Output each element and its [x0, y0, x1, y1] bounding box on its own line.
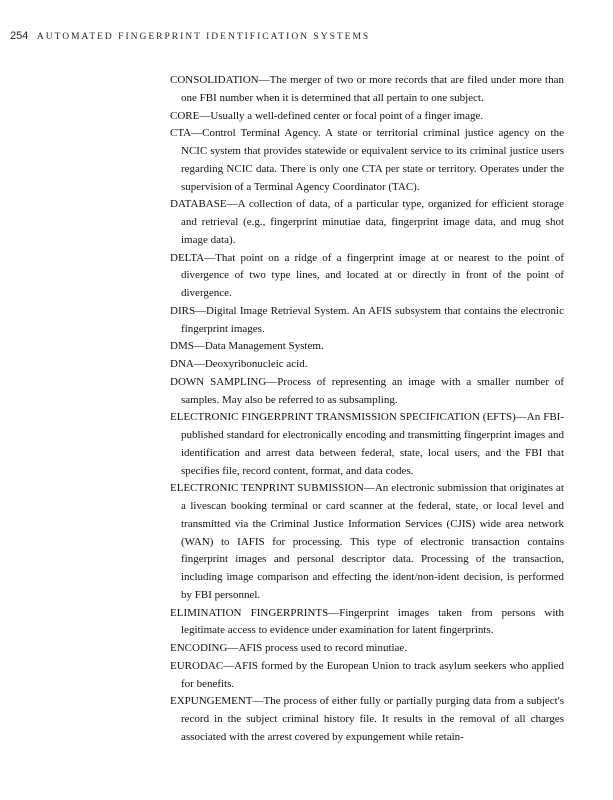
- glossary-entry-efts: ELECTRONIC FINGERPRINT TRANSMISSION SPECIFICATION (EFTS)—An FBI-published standard for electronically encoding and transmitting fingerprint images and identification and arrest data between federal, state, local users, and the FBI that specifies file, record content, format, and data codes.: [170, 411, 564, 477]
- glossary-entry-core: CORE—Usually a well-defined center or focal point of a finger image.: [170, 109, 484, 122]
- glossary-entry-eurodac: EURODAC—AFIS formed by the European Union to track asylum seekers who applied for benefits.: [170, 659, 564, 690]
- glossary-entry-dna: DNA—Deoxyribonucleic acid.: [170, 358, 308, 370]
- glossary-entry-cta: CTA—Control Terminal Agency. A state or territorial criminal justice agency on the NCIC system that provides statewide or equivalent service to its criminal justice users regarding NCIC data. There is only one CTA per state or territory. Operates under the supervision of a Terminal Agency Coordinator (TAC).: [170, 127, 564, 193]
- running-title: AUTOMATED FINGERPRINT IDENTIFICATION SYSTEMS: [36, 32, 371, 42]
- glossary-entry-down-sampling: DOWN SAMPLING—Process of representing an image with a smaller number of samples. May also be referred to as subsampling.: [170, 375, 564, 406]
- glossary-entry-dirs: DIRS—Digital Image Retrieval System. An AFIS subsystem that contains the electronic fingerprint images.: [170, 304, 564, 335]
- glossary-entry-elimination-fingerprints: ELIMINATION FINGERPRINTS—Fingerprint images taken from persons with legitimate access to evidence under examination for latent fingerprints.: [170, 606, 564, 637]
- page-number: 254: [10, 30, 29, 42]
- glossary-entries: [170, 72, 564, 747]
- glossary-entry-consolidation: CONSOLIDATION—The merger of two or more records that are filed under more than one FBI number when it is determined that all pertain to one subject.: [170, 74, 564, 104]
- glossary-entry-delta: DELTA—That point on a ridge of a fingerprint image at or nearest to the point of divergence of two type lines, and located at or directly in front of the point of divergence.: [170, 251, 564, 299]
- glossary-entry-database: DATABASE—A collection of data, of a particular type, organized for efficient storage and retrieval (e.g., fingerprint minutiae data, fingerprint image data, and mug shot image data).: [170, 198, 564, 246]
- glossary-entry-expungement: EXPUNGEMENT—The process of either fully or partially purging data from a subject's record in the subject criminal history file. It results in the removal of all charges associated with the arrest covered by expungement while retain-: [170, 695, 564, 743]
- glossary-entry-dms: DMS—Data Management System.: [170, 340, 324, 353]
- running-header: [10, 30, 370, 42]
- glossary-entry-encoding: ENCODING—AFIS process used to record minutiae.: [170, 642, 408, 654]
- glossary-entry-electronic-tenprint-submission: ELECTRONIC TENPRINT SUBMISSION—An electronic submission that originates at a livescan booking terminal or card scanner at the federal, state, or local level and transmitted via the Criminal Justice Information Services (CJIS) wide area network (WAN) to IAFIS for processing. This type of electronic transaction contains fingerprint images and personal descriptor data. Processing of the transaction, including image comparison and effecting the ident/non-ident decision, is performed by FBI personnel.: [170, 482, 564, 601]
